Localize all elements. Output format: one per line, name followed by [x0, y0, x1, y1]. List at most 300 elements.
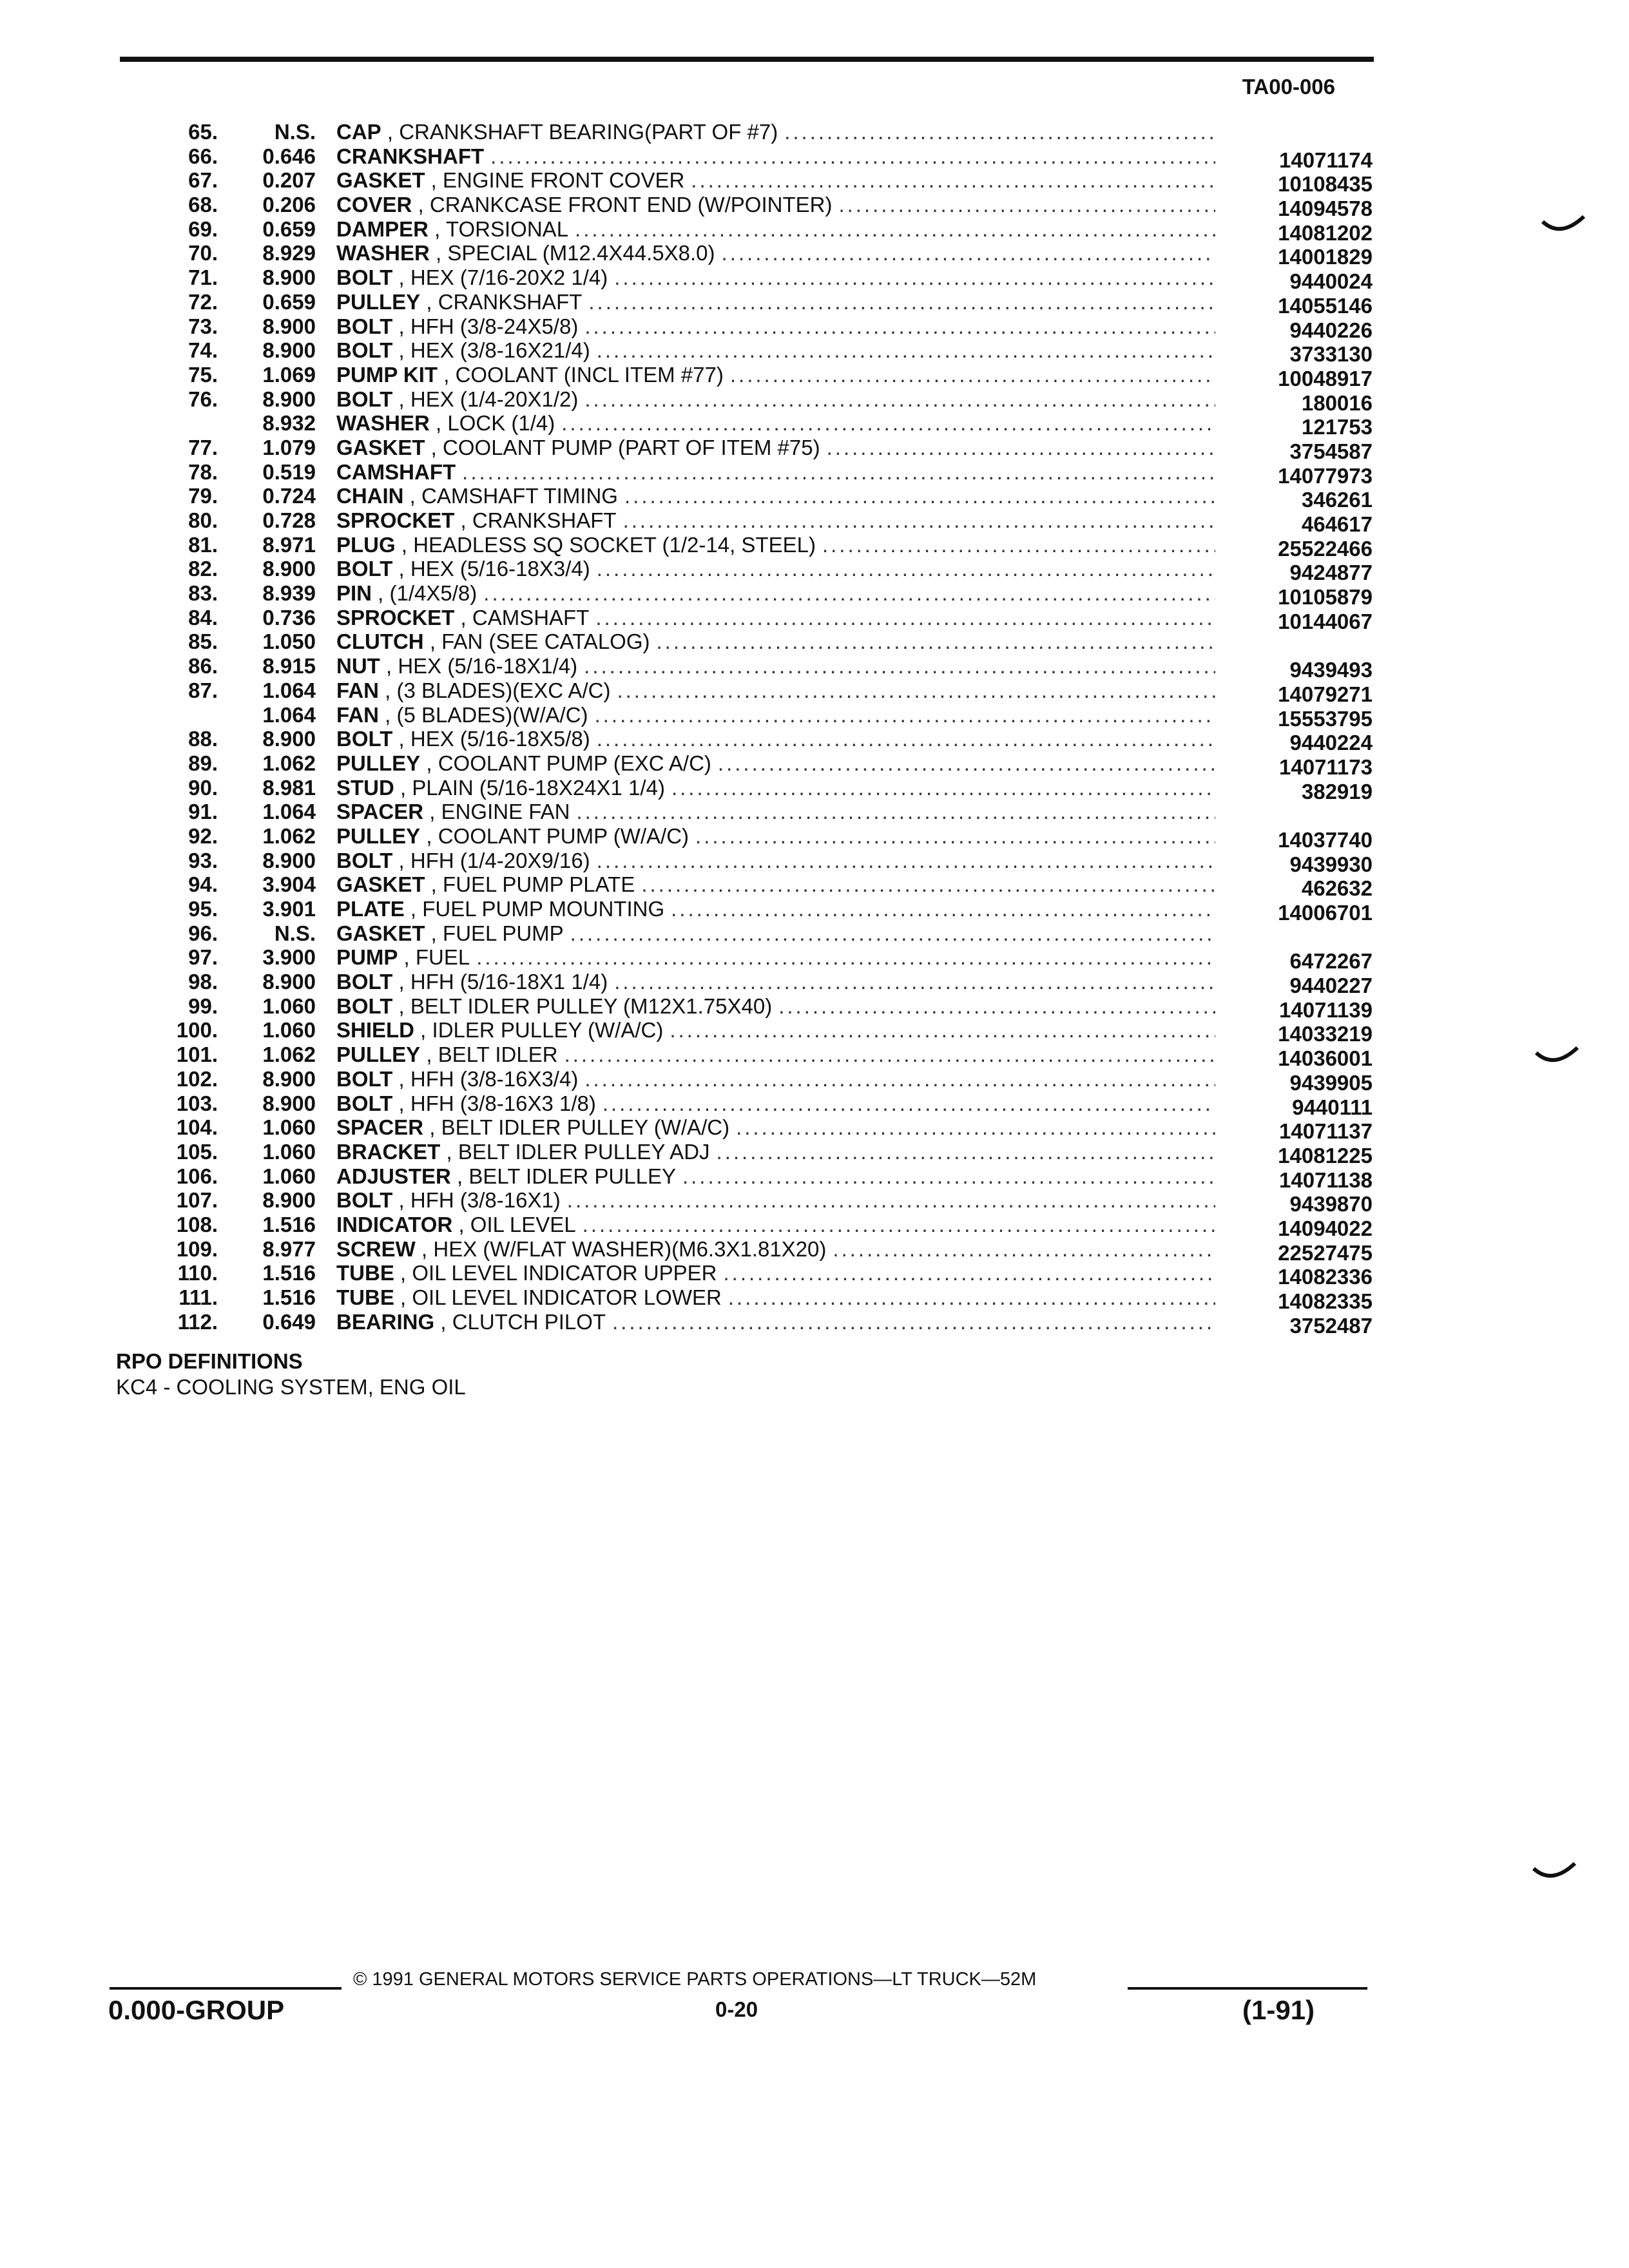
part-description: [336, 1237, 1215, 1262]
part-row: [161, 581, 1373, 610]
part-row: [161, 508, 1373, 536]
part-detail: BELT IDLER PULLEY (W/A/C): [441, 1115, 730, 1140]
part-item-number: 97.: [188, 945, 218, 970]
part-detail: ENGINE FRONT COVER: [443, 168, 685, 193]
part-separator: ,: [452, 1212, 470, 1236]
part-name: CAMSHAFT: [336, 459, 456, 484]
part-detail: CLUTCH PILOT: [452, 1309, 606, 1334]
part-separator: ,: [420, 751, 438, 775]
part-number: 10108435: [1278, 172, 1373, 197]
part-item-number: 112.: [177, 1309, 218, 1334]
part-row: [161, 265, 1373, 294]
part-number: 15553795: [1278, 706, 1373, 731]
part-separator: ,: [392, 848, 410, 872]
leader-dots: [715, 241, 1215, 265]
part-item-number: 82.: [188, 557, 218, 581]
part-description: [336, 824, 1215, 849]
part-item-number: 111.: [178, 1285, 218, 1309]
part-name: BOLT: [336, 557, 393, 581]
part-row: [161, 751, 1373, 779]
part-separator: ,: [394, 775, 412, 800]
part-group-number: 1.062: [262, 1043, 316, 1067]
part-item-number: 90.: [188, 775, 218, 800]
part-row: [161, 193, 1373, 221]
part-description: [336, 338, 1215, 363]
part-separator: ,: [380, 654, 398, 678]
part-name: SCREW: [336, 1236, 416, 1261]
part-description: [336, 484, 1215, 508]
part-name: BOLT: [336, 994, 393, 1018]
part-number: 9440226: [1289, 318, 1373, 342]
part-row: [161, 120, 1373, 144]
part-name: BOLT: [336, 338, 393, 363]
part-detail: COOLANT PUMP (EXC A/C): [438, 751, 711, 775]
part-group-number: 0.659: [262, 289, 316, 314]
part-separator: ,: [379, 678, 397, 702]
part-name: DAMPER: [336, 216, 429, 241]
leader-dots: [484, 144, 1215, 169]
part-row: [161, 1164, 1373, 1192]
leader-dots: [456, 460, 1215, 485]
part-number: 14077973: [1278, 463, 1373, 488]
leader-dots: [588, 703, 1215, 727]
part-group-number: 1.060: [262, 1139, 316, 1164]
part-group-number: 0.206: [262, 193, 316, 217]
leader-dots: [689, 824, 1215, 849]
part-row: [161, 872, 1373, 901]
part-group-number: 3.904: [262, 872, 316, 897]
part-separator: ,: [394, 1285, 412, 1309]
leader-dots: [578, 1067, 1215, 1091]
part-number: 25522466: [1278, 536, 1373, 561]
part-group-number: 8.900: [262, 1188, 316, 1213]
part-separator: ,: [423, 1115, 441, 1140]
part-description: [336, 1285, 1215, 1310]
part-row: [161, 1309, 1373, 1338]
part-group-number: 1.064: [262, 702, 316, 727]
part-item-number: 69.: [188, 216, 218, 241]
part-description: [336, 776, 1215, 800]
part-detail: ENGINE FAN: [441, 800, 570, 824]
part-row: [161, 387, 1373, 415]
part-item-number: 87.: [188, 678, 218, 702]
part-number: 14082336: [1278, 1265, 1373, 1289]
part-number: 14001829: [1278, 245, 1373, 269]
part-row: [161, 654, 1373, 682]
part-detail: HEX (3/8-16X21/4): [410, 338, 590, 363]
leader-dots: [820, 436, 1215, 460]
part-number: 14006701: [1278, 901, 1373, 925]
part-number: 9440024: [1289, 269, 1373, 294]
section-code: TA00-006: [1242, 75, 1335, 99]
part-group-number: 8.915: [262, 654, 316, 678]
part-item-number: 73.: [188, 314, 218, 338]
parts-list: [161, 120, 1373, 1338]
leader-dots: [590, 557, 1215, 581]
part-item-number: 92.: [188, 823, 218, 848]
leader-dots: [578, 387, 1215, 412]
part-separator: ,: [392, 338, 410, 363]
part-item-number: 70.: [188, 241, 218, 265]
part-number: 464617: [1301, 512, 1373, 536]
part-number: 6472267: [1289, 949, 1373, 974]
part-name: WASHER: [336, 241, 430, 265]
part-name: STUD: [336, 775, 394, 800]
part-item-number: 98.: [188, 970, 218, 994]
part-description: [336, 1213, 1215, 1237]
part-item-number: 83.: [188, 581, 218, 606]
leader-dots: [590, 727, 1215, 751]
part-item-number: 71.: [188, 265, 218, 290]
part-separator: ,: [423, 629, 442, 654]
part-name: BOLT: [336, 970, 393, 994]
leader-dots: [832, 193, 1215, 217]
part-description: [336, 557, 1215, 581]
part-separator: ,: [412, 193, 430, 217]
part-row: [161, 823, 1373, 852]
part-group-number: 8.900: [262, 1091, 316, 1115]
footer-copyright: © 1991 GENERAL MOTORS SERVICE PARTS OPERATIONS—LT TRUCK—52M: [353, 1969, 1037, 1990]
part-number: 14071174: [1278, 148, 1373, 172]
part-description: [336, 168, 1215, 193]
part-separator: ,: [429, 216, 446, 241]
part-separator: ,: [450, 1164, 469, 1188]
part-row: [161, 362, 1373, 390]
part-row: [161, 557, 1373, 585]
part-separator: ,: [404, 897, 423, 921]
part-item-number: 88.: [188, 727, 218, 751]
part-group-number: 1.060: [262, 1164, 316, 1188]
part-name: PULLEY: [336, 751, 421, 775]
part-number: 180016: [1301, 390, 1373, 415]
part-group-number: 8.971: [262, 532, 316, 557]
leader-dots: [590, 849, 1215, 873]
leader-dots: [606, 1310, 1215, 1334]
binder-mark-middle: [1535, 1044, 1580, 1070]
part-number: 9439870: [1289, 1192, 1373, 1216]
part-row: [161, 1212, 1373, 1240]
part-name: GASKET: [336, 921, 425, 945]
part-number: 14033219: [1278, 1022, 1373, 1046]
part-row: [161, 459, 1373, 488]
part-detail: HEX (7/16-20X2 1/4): [410, 265, 608, 290]
part-row: [161, 1066, 1373, 1095]
part-detail: HFH (5/16-18X1 1/4): [410, 970, 608, 994]
part-separator: ,: [429, 241, 448, 265]
part-item-number: 108.: [176, 1212, 218, 1236]
part-description: [336, 120, 1215, 144]
part-description: [336, 411, 1215, 436]
part-name: TUBE: [336, 1261, 394, 1285]
part-description: [336, 654, 1215, 678]
part-item-number: 89.: [188, 751, 218, 775]
part-description: [336, 800, 1215, 824]
part-description: [336, 241, 1215, 265]
part-name: SHIELD: [336, 1018, 415, 1043]
part-detail: HEX (5/16-18X5/8): [410, 727, 590, 751]
part-description: [336, 265, 1215, 290]
part-number: 121753: [1301, 415, 1373, 439]
part-detail: FAN (SEE CATALOG): [441, 629, 650, 654]
part-item-number: 77.: [188, 435, 218, 459]
leader-dots: [772, 994, 1215, 1019]
part-row: [161, 168, 1373, 197]
part-group-number: 1.069: [262, 362, 316, 387]
leader-dots: [778, 120, 1215, 144]
part-item-number: 76.: [188, 387, 218, 411]
part-name: FAN: [336, 678, 379, 702]
part-separator: ,: [429, 411, 448, 436]
leader-dots: [577, 654, 1215, 678]
part-number: 9424877: [1289, 561, 1373, 585]
part-name: GASKET: [336, 872, 425, 897]
leader-dots: [684, 168, 1215, 193]
part-row: [161, 800, 1373, 824]
part-group-number: N.S.: [274, 921, 316, 945]
part-group-number: 1.062: [262, 823, 316, 848]
part-name: BOLT: [336, 848, 393, 872]
part-separator: ,: [425, 168, 443, 193]
part-item-number: 80.: [188, 508, 218, 532]
leader-dots: [618, 484, 1215, 508]
part-separator: ,: [372, 581, 390, 606]
part-description: [336, 436, 1215, 460]
leader-dots: [608, 970, 1215, 994]
part-row: [161, 484, 1373, 512]
part-group-number: 8.900: [262, 970, 316, 994]
part-detail: BELT IDLER PULLEY: [468, 1164, 676, 1188]
part-item-number: 110.: [177, 1261, 218, 1285]
part-item-number: 93.: [188, 848, 218, 872]
part-item-number: 107.: [176, 1188, 218, 1213]
part-row: [161, 338, 1373, 367]
part-row: [161, 144, 1373, 172]
leader-dots: [665, 776, 1215, 800]
part-name: BOLT: [336, 727, 393, 751]
part-group-number: 8.900: [262, 387, 316, 411]
leader-dots: [590, 338, 1215, 363]
part-name: SPROCKET: [336, 508, 455, 532]
part-separator: ,: [438, 362, 456, 387]
part-number: 9439493: [1289, 658, 1373, 682]
part-group-number: 1.050: [262, 629, 316, 654]
leader-dots: [578, 314, 1215, 339]
part-item-number: 75.: [188, 362, 218, 387]
part-name: INDICATOR: [336, 1212, 453, 1236]
part-row: [161, 289, 1373, 318]
part-separator: ,: [392, 994, 410, 1018]
part-separator: ,: [425, 921, 443, 945]
part-name: NUT: [336, 654, 380, 678]
part-detail: HEX (1/4-20X1/2): [410, 387, 579, 411]
part-description: [336, 849, 1215, 873]
part-detail: HEX (5/16-18X1/4): [398, 654, 578, 678]
part-group-number: 8.900: [262, 557, 316, 581]
part-separator: ,: [395, 532, 414, 557]
part-separator: ,: [392, 387, 410, 411]
part-row: [161, 1091, 1373, 1119]
part-item-number: 94.: [188, 872, 218, 897]
part-row: [161, 241, 1373, 269]
part-group-number: 0.659: [262, 216, 316, 241]
part-row: [161, 411, 1373, 439]
part-separator: ,: [414, 1018, 432, 1043]
part-name: BOLT: [336, 314, 393, 338]
part-name: BRACKET: [336, 1139, 441, 1164]
part-item-number: 66.: [188, 144, 218, 168]
part-name: CHAIN: [336, 484, 404, 508]
part-description: [336, 897, 1215, 921]
part-group-number: 1.064: [262, 678, 316, 702]
part-detail: COOLANT PUMP (W/A/C): [438, 823, 689, 848]
part-group-number: 0.646: [262, 144, 316, 168]
part-group-number: 3.901: [262, 897, 316, 921]
part-description: [336, 703, 1215, 727]
part-description: [336, 994, 1215, 1019]
leader-dots: [724, 363, 1215, 387]
part-separator: ,: [420, 289, 438, 314]
part-number: 9440224: [1289, 731, 1373, 755]
leader-dots: [816, 533, 1215, 557]
part-group-number: 8.900: [262, 727, 316, 751]
part-separator: ,: [420, 823, 438, 848]
part-group-number: 1.060: [262, 994, 316, 1018]
part-number: 9439905: [1289, 1070, 1373, 1095]
part-separator: ,: [392, 1188, 410, 1213]
footer-page-number: 0-20: [715, 1997, 758, 2021]
part-item-number: 100.: [176, 1018, 218, 1043]
part-detail: CAMSHAFT TIMING: [421, 484, 618, 508]
part-detail: FUEL: [415, 945, 470, 970]
part-description: [336, 193, 1215, 217]
part-name: SPACER: [336, 1115, 424, 1140]
part-description: [336, 921, 1215, 946]
leader-dots: [564, 921, 1215, 946]
part-row: [161, 921, 1373, 946]
part-row: [161, 216, 1373, 245]
part-row: [161, 605, 1373, 633]
part-separator: ,: [454, 605, 472, 629]
part-separator: ,: [392, 265, 410, 290]
part-name: PLUG: [336, 532, 396, 557]
part-number: 10144067: [1278, 609, 1373, 633]
part-description: [336, 872, 1215, 897]
part-item-number: 109.: [176, 1236, 218, 1261]
footer-date: (1-91): [1242, 1995, 1315, 2025]
leader-dots: [610, 678, 1215, 703]
part-group-number: 0.728: [262, 508, 316, 532]
part-name: GASKET: [336, 435, 425, 459]
leader-dots: [676, 1164, 1215, 1189]
part-item-number: 67.: [188, 168, 218, 193]
part-name: COVER: [336, 193, 412, 217]
part-separator: ,: [403, 484, 422, 508]
part-name: CRANKSHAFT: [336, 144, 485, 168]
part-row: [161, 775, 1373, 803]
part-separator: ,: [392, 970, 410, 994]
part-number: 14081225: [1278, 1143, 1373, 1168]
part-description: [336, 727, 1215, 751]
part-detail: PLAIN (5/16-18X24X1 1/4): [412, 775, 665, 800]
part-row: [161, 1043, 1373, 1071]
part-item-number: 99.: [188, 994, 218, 1018]
part-separator: ,: [379, 702, 397, 727]
part-row: [161, 629, 1373, 654]
leader-dots: [729, 1115, 1215, 1140]
part-name: BOLT: [336, 1188, 393, 1213]
part-item-number: 86.: [188, 654, 218, 678]
part-number: 14037740: [1278, 827, 1373, 852]
part-row: [161, 727, 1373, 755]
part-detail: (3 BLADES)(EXC A/C): [396, 678, 611, 702]
part-group-number: 8.900: [262, 1066, 316, 1091]
part-row: [161, 897, 1373, 925]
part-detail: TORSIONAL: [445, 216, 569, 241]
part-item-number: 91.: [188, 800, 218, 824]
part-description: [336, 1261, 1215, 1285]
leader-dots: [717, 1261, 1216, 1285]
part-group-number: 1.516: [262, 1285, 316, 1309]
leader-dots: [582, 290, 1215, 314]
part-item-number: 106.: [176, 1164, 218, 1188]
part-name: PULLEY: [336, 1043, 421, 1067]
part-item-number: 72.: [188, 289, 218, 314]
part-group-number: 8.900: [262, 338, 316, 363]
part-separator: ,: [420, 1043, 438, 1067]
leader-dots: [555, 411, 1215, 436]
part-separator: ,: [392, 727, 410, 751]
leader-dots: [570, 800, 1215, 824]
part-item-number: 81.: [188, 532, 218, 557]
part-number: 14036001: [1278, 1046, 1373, 1071]
part-name: CLUTCH: [336, 629, 424, 654]
part-detail: HEX (W/FLAT WASHER)(M6.3X1.81X20): [433, 1236, 827, 1261]
part-name: TUBE: [336, 1285, 394, 1309]
rpo-definition: KC4 - COOLING SYSTEM, ENG OIL: [116, 1375, 466, 1399]
part-group-number: N.S.: [274, 120, 316, 144]
part-number: 462632: [1301, 876, 1373, 901]
part-name: BOLT: [336, 1066, 393, 1091]
part-row: [161, 1285, 1373, 1313]
part-detail: (5 BLADES)(W/A/C): [396, 702, 588, 727]
part-row: [161, 994, 1373, 1022]
part-description: [336, 460, 1215, 485]
leader-dots: [711, 751, 1215, 776]
part-item-number: 103.: [176, 1091, 218, 1115]
leader-dots: [470, 945, 1215, 970]
part-group-number: 8.939: [262, 581, 316, 606]
leader-dots: [722, 1285, 1215, 1310]
part-number: 22527475: [1278, 1240, 1373, 1265]
part-item-number: 65.: [188, 120, 218, 144]
part-group-number: 0.207: [262, 168, 316, 193]
part-name: SPROCKET: [336, 605, 455, 629]
part-number: 14094022: [1278, 1216, 1373, 1240]
part-number: 14071139: [1278, 997, 1373, 1022]
part-group-number: 8.977: [262, 1236, 316, 1261]
part-separator: ,: [425, 872, 443, 897]
part-description: [336, 1164, 1215, 1189]
part-number: 14055146: [1278, 293, 1373, 318]
part-name: PLATE: [336, 897, 405, 921]
part-detail: BELT IDLER PULLEY (M12X1.75X40): [410, 994, 773, 1018]
part-number: 14082335: [1278, 1289, 1373, 1313]
part-detail: CRANKSHAFT BEARING(PART OF #7): [399, 120, 778, 144]
part-item-number: 84.: [188, 605, 218, 629]
part-description: [336, 678, 1215, 703]
part-description: [336, 606, 1215, 630]
part-row: [161, 1236, 1373, 1265]
